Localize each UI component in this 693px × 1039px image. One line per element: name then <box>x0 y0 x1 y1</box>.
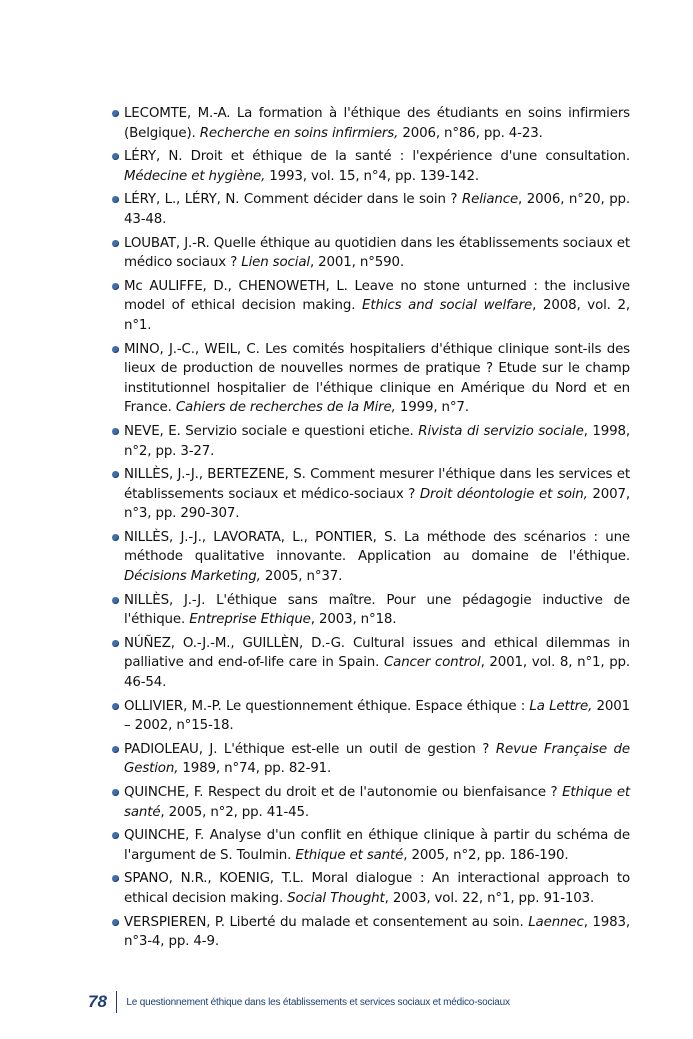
reference-details: , 1998, n°2, pp. 3-27. <box>124 423 630 459</box>
reference-journal: Revue Française de Gestion, <box>124 741 630 777</box>
reference-journal: La Lettre, <box>529 698 593 714</box>
reference-journal: Ethics and social welfare <box>362 298 533 314</box>
reference-details: , 2001, vol. 8, n°1, pp. 46-54. <box>124 655 631 691</box>
bullet-icon <box>112 283 119 290</box>
reference-item <box>112 913 630 952</box>
reference-item <box>112 277 630 336</box>
reference-journal: Ethique et santé <box>295 847 404 863</box>
reference-text: NILLÈS, J.-J. L'éthique sans maître. Pour une pédagogie inductive de l'éthique. <box>124 592 630 628</box>
reference-text: LECOMTE, M.-A. La formation à l'éthique des étudiants en soins infirmiers (Belgique). <box>124 106 630 141</box>
reference-text: SPANO, N.R., KOENIG, T.L. Moral dialogue : An interactional approach to ethical decision making. <box>124 871 630 906</box>
reference-details: , 2008, vol. 2, n°1. <box>124 298 630 333</box>
reference-details: 2007, n°3, pp. 290-307. <box>124 486 630 522</box>
reference-text: NÚÑEZ, O.-J.-M., GUILLÈN, D.-G. Cultural issues and ethical dilemmas in palliative and end-of-life care in Spain. <box>124 635 630 671</box>
reference-item <box>112 234 630 273</box>
bullet-icon <box>112 640 119 647</box>
reference-item <box>112 783 630 822</box>
reference-text: LÉRY, N. Droit et éthique de la santé : l'expérience d'une consultation. <box>124 149 630 165</box>
reference-journal: Entreprise Ethique <box>189 612 311 628</box>
bullet-icon <box>112 875 119 882</box>
bullet-icon <box>112 153 119 160</box>
reference-details: 1989, n°74, pp. 82-91. <box>178 761 332 777</box>
reference-item <box>112 528 630 587</box>
reference-journal: Social Thought <box>287 890 385 906</box>
reference-item <box>112 190 630 229</box>
reference-item <box>112 826 630 865</box>
bullet-icon <box>112 110 119 117</box>
reference-item <box>112 340 630 418</box>
reference-list <box>112 104 630 956</box>
page-number: 78 <box>88 992 107 1011</box>
reference-details: , 2005, n°2, pp. 186-190. <box>403 847 569 863</box>
bullet-icon <box>112 746 119 753</box>
reference-journal: Lien social <box>241 255 310 271</box>
reference-details: , 1983, n°3-4, pp. 4-9. <box>124 914 630 950</box>
reference-item <box>112 465 630 524</box>
reference-journal: Reliance <box>461 192 519 208</box>
reference-details: 2001 – 2002, n°15-18. <box>124 698 630 734</box>
reference-text: LOUBAT, J.-R. Quelle éthique au quotidien dans les établissements sociaux et médico sociaux ? <box>124 235 630 271</box>
reference-item <box>112 634 630 693</box>
bullet-icon <box>112 534 119 541</box>
reference-item <box>112 104 630 143</box>
reference-text: NEVE, E. Servizio sociale e questioni etiche. <box>124 423 419 439</box>
running-title: Le questionnement éthique dans les établissements et services sociaux et médico-sociaux <box>126 996 510 1008</box>
reference-journal: Ethique et santé <box>124 785 631 820</box>
reference-journal: Cahiers de recherches de la Mire, <box>175 400 396 416</box>
reference-text: Mc AULIFFE, D., CHENOWETH, L. Leave no stone unturned : the inclusive model of ethical decision making. <box>124 278 630 314</box>
bullet-icon <box>112 346 119 353</box>
reference-text: PADIOLEAU, J. L'éthique est-elle un outil de gestion ? <box>124 741 496 757</box>
reference-details: , 2003, n°18. <box>310 612 397 628</box>
reference-text: LÉRY, L., LÉRY, N. Comment décider dans le soin ? <box>124 192 462 208</box>
bullet-icon <box>112 471 119 478</box>
reference-journal: Cancer control <box>383 655 481 671</box>
reference-text: OLLIVIER, M.-P. Le questionnement éthique. Espace éthique : <box>124 698 530 714</box>
bullet-icon <box>112 240 119 247</box>
reference-details: 2005, n°37. <box>260 569 343 585</box>
reference-details: 1999, n°7. <box>395 400 469 416</box>
footer-divider <box>116 991 118 1013</box>
reference-text: QUINCHE, F. Respect du droit et de l'autonomie ou bienfaisance ? <box>124 785 563 800</box>
bullet-icon <box>112 832 119 839</box>
reference-item <box>112 697 630 736</box>
reference-text: VERSPIEREN, P. Liberté du malade et consentement au soin. <box>124 914 529 930</box>
reference-details: , 2001, n°590. <box>309 255 404 271</box>
reference-details: , 2005, n°2, pp. 41-45. <box>160 804 309 820</box>
reference-journal: Recherche en soins infirmiers, <box>199 125 399 141</box>
bullet-icon <box>112 703 119 710</box>
bullet-icon <box>112 789 119 796</box>
bullet-icon <box>112 428 119 435</box>
page-footer <box>88 990 510 1014</box>
bullet-icon <box>112 597 119 604</box>
bullet-icon <box>112 919 119 926</box>
reference-journal: Droit déontologie et soin, <box>419 486 588 502</box>
reference-journal: Décisions Marketing, <box>124 569 261 585</box>
reference-journal: Médecine et hygiène, <box>124 168 266 184</box>
bullet-icon <box>112 196 119 203</box>
reference-item <box>112 422 630 461</box>
reference-item <box>112 147 630 186</box>
reference-text: MINO, J.-C., WEIL, C. Les comités hospitaliers d'éthique clinique sont-ils des lieux de production de nouvelles normes de pratique ? Etude sur le champ institutionnel hospitalier de l'éthique clinique en Amérique du Nord et en France. <box>124 341 630 416</box>
reference-item <box>112 869 630 908</box>
reference-details: , 2003, vol. 22, n°1, pp. 91-103. <box>384 890 595 906</box>
reference-text: QUINCHE, F. Analyse d'un conflit en éthique clinique à partir du schéma de l'argument de S. Toulmin. <box>124 828 630 863</box>
reference-item <box>112 740 630 779</box>
reference-journal: Rivista di servizio sociale <box>418 423 584 439</box>
reference-text: NILLÈS, J.-J., BERTEZENE, S. Comment mesurer l'éthique dans les services et établissements sociaux et médico-sociaux ? <box>124 467 630 502</box>
reference-text: NILLÈS, J.-J., LAVORATA, L., PONTIER, S. La méthode des scénarios : une méthode qualitative innovante. Application au domaine de l'éthique. <box>124 529 630 565</box>
reference-item <box>112 591 630 630</box>
reference-journal: Laennec <box>528 914 584 930</box>
reference-details: 2006, n°86, pp. 4-23. <box>398 125 543 141</box>
reference-details: , 2006, n°20, pp. 43-48. <box>124 192 631 227</box>
reference-details: 1993, vol. 15, n°4, pp. 139-142. <box>265 168 479 184</box>
